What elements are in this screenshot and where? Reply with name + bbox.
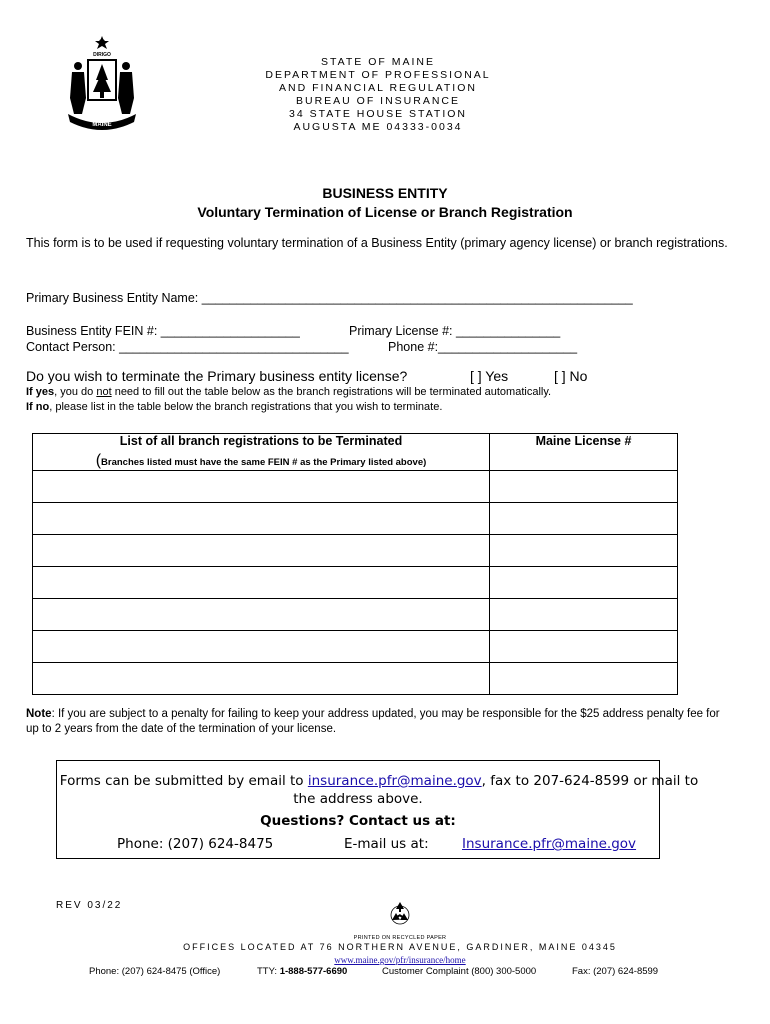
if-yes-label: If yes [26, 386, 55, 398]
no-checkbox[interactable]: [ ] No [554, 368, 588, 384]
if-yes-not: not [96, 386, 112, 398]
recycle-icon [388, 900, 412, 926]
questions-heading: Questions? Contact us at: [260, 813, 456, 829]
branch-cell[interactable] [33, 599, 490, 631]
submission-text-post: , fax to 207-624-8599 or mail to [481, 773, 699, 789]
table-header-row [33, 434, 678, 471]
if-no-instruction [26, 401, 442, 413]
footer-complaint: Customer Complaint (800) 300-5000 [382, 966, 537, 977]
svg-text:DIRIGO: DIRIGO [93, 52, 111, 58]
printed-on-recycled-paper: PRINTED ON RECYCLED PAPER [353, 935, 447, 941]
contact-person-field[interactable]: Contact Person: _________________________________ [26, 340, 349, 354]
contact-phone: Phone: (207) 624-8475 [117, 836, 274, 852]
branch-cell[interactable] [33, 567, 490, 599]
submission-address-text: the address above. [293, 791, 423, 807]
if-yes-text-pre: , you do [54, 386, 97, 398]
if-no-label: If no [26, 401, 50, 413]
note-text: : If you are subject to a penalty for failing to keep your address updated, you may be responsible for the $25 address penalty fee for up to 2 years from the date of the termination of your license. [26, 708, 720, 735]
office-address: OFFICES LOCATED AT 76 NORTHERN AVENUE, GARDINER, MAINE 04345 [183, 942, 617, 952]
primary-license-field[interactable]: Primary License #: _______________ [349, 324, 561, 338]
form-subtitle: Voluntary Termination of License or Branch Registration [197, 204, 573, 220]
yes-checkbox[interactable]: [ ] Yes [470, 368, 509, 384]
agency-line: AND FINANCIAL REGULATION [279, 82, 477, 94]
branch-cell[interactable] [33, 535, 490, 567]
branch-column-title: List of all branch registrations to be Terminated [119, 434, 403, 448]
note-label: Note [26, 708, 52, 720]
agency-line: AUGUSTA ME 04333-0034 [293, 121, 463, 133]
table-row [33, 535, 678, 567]
tty-number: 1-888-577-6690 [279, 966, 348, 977]
contact-email-label: E-mail us at: [344, 836, 429, 852]
license-cell[interactable] [490, 663, 678, 695]
website-link[interactable]: www.maine.gov/pfr/insurance/home [334, 955, 466, 965]
footer-tty [257, 966, 347, 977]
if-yes-text-post: need to fill out the table below as the branch registrations will be terminated automatically. [111, 386, 552, 398]
contact-box [56, 760, 699, 859]
table-row [33, 567, 678, 599]
branch-column-subtitle [33, 452, 489, 470]
table-row [33, 471, 678, 503]
license-cell[interactable] [490, 471, 678, 503]
svg-text:MAINE: MAINE [92, 122, 112, 128]
agency-header [230, 56, 526, 134]
contact-email-link[interactable]: Insurance.pfr@maine.gov [462, 836, 637, 852]
intro-text: This form is to be used if requesting voluntary termination of a Business Entity (primary agency license) or branch registrations. [26, 236, 728, 250]
license-cell[interactable] [490, 599, 678, 631]
license-cell[interactable] [490, 567, 678, 599]
table-row [33, 503, 678, 535]
license-cell[interactable] [490, 535, 678, 567]
branch-cell[interactable] [33, 631, 490, 663]
branch-cell[interactable] [33, 471, 490, 503]
license-cell[interactable] [490, 503, 678, 535]
submission-text-pre: Forms can be submitted by email to [59, 773, 308, 789]
terminate-question: Do you wish to terminate the Primary business entity license? [26, 368, 408, 384]
license-column-header: Maine License # [490, 434, 678, 471]
footer-fax: Fax: (207) 624-8599 [572, 966, 659, 977]
agency-line: BUREAU OF INSURANCE [295, 95, 460, 107]
primary-entity-name-field[interactable]: Primary Business Entity Name: ______________________________________________________________ [26, 291, 633, 305]
table-row [33, 631, 678, 663]
state-seal-icon [58, 36, 146, 136]
fein-field[interactable]: Business Entity FEIN #: ____________________ [26, 324, 300, 338]
table-row [33, 663, 678, 695]
footer-phone: Phone: (207) 624-8475 (Office) [89, 966, 221, 977]
tty-label: TTY: [257, 966, 280, 977]
agency-line: DEPARTMENT OF PROFESSIONAL [265, 69, 491, 81]
phone-field[interactable]: Phone #:____________________ [388, 340, 578, 354]
submission-email-link[interactable]: insurance.pfr@maine.gov [307, 773, 482, 789]
branch-column-paren: ( [95, 452, 102, 469]
agency-line: 34 STATE HOUSE STATION [289, 108, 467, 120]
branch-column-note: Branches listed must have the same FEIN # as the Primary listed above) [101, 457, 427, 468]
branch-cell[interactable] [33, 503, 490, 535]
submission-instructions [49, 773, 709, 789]
agency-line: STATE OF MAINE [321, 56, 435, 68]
revision-label: REV 03/22 [56, 900, 123, 911]
license-cell[interactable] [490, 631, 678, 663]
if-yes-instruction [26, 386, 551, 398]
form-title: BUSINESS ENTITY [322, 185, 448, 201]
branch-table [32, 433, 678, 695]
branch-column-header [33, 434, 490, 471]
table-row [33, 599, 678, 631]
if-no-text: , please list in the table below the branch registrations that you wish to terminate. [49, 401, 443, 413]
branch-cell[interactable] [33, 663, 490, 695]
note-paragraph [26, 707, 726, 737]
